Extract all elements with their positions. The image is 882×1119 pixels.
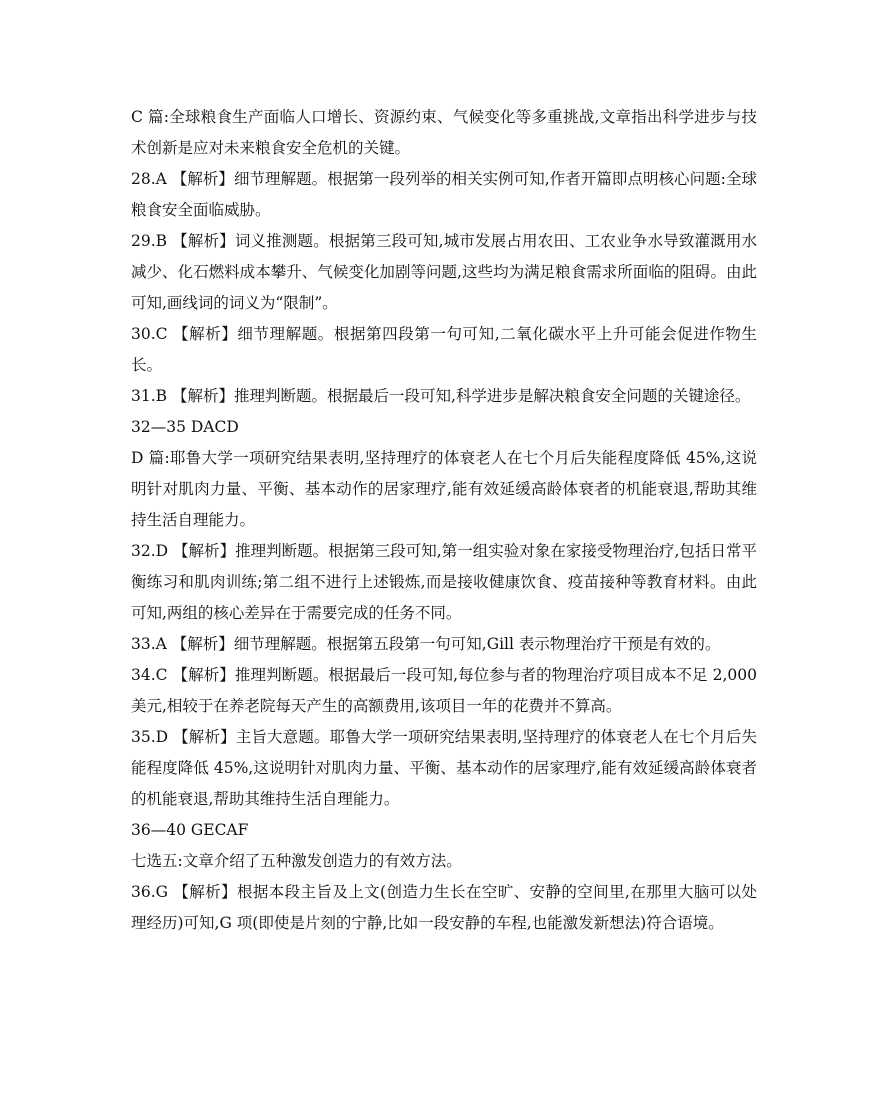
paragraph-q32: 32.D 【解析】推理判断题。根据第三段可知,第一组实验对象在家接受物理治疗,包括日常平衡练习和肌肉训练;第二组不进行上述锻炼,而是接收健康饮食、疫苗接种等教育材料。由此可知,两组的核心差异在于需要完成的任务不同。 — [131, 542, 757, 622]
paragraph-qi-summary: 七选五:文章介绍了五种激发创造力的有效方法。 — [131, 852, 462, 870]
paragraph-q28: 28.A 【解析】细节理解题。根据第一段列举的相关实例可知,作者开篇即点明核心问题:全球粮食安全面临威胁。 — [131, 170, 757, 219]
document-page — [131, 102, 757, 939]
paragraph-q35: 35.D 【解析】主旨大意题。耶鲁大学一项研究结果表明,坚持理疗的体衰老人在七个月后失能程度降低 45%,这说明针对肌肉力量、平衡、基本动作的居家理疗,能有效延缓高龄体衰者的机能衰退,帮助其维持生活自理能力。 — [131, 728, 757, 808]
paragraph-q33: 33.A 【解析】细节理解题。根据第五段第一句可知,Gill 表示物理治疗干预是有效的。 — [131, 635, 721, 653]
paragraph-answers-36-40: 36—40 GECAF — [131, 821, 249, 839]
paragraph-q36: 36.G 【解析】根据本段主旨及上文(创造力生长在空旷、安静的空间里,在那里大脑可以处理经历)可知,G 项(即使是片刻的宁静,比如一段安静的车程,也能激发新想法)符合语境。 — [131, 883, 757, 932]
paragraph-c-summary: C 篇:全球粮食生产面临人口增长、资源约束、气候变化等多重挑战,文章指出科学进步与技术创新是应对未来粮食安全危机的关键。 — [131, 108, 757, 157]
paragraph-answers-32-35: 32—35 DACD — [131, 418, 239, 436]
paragraph-q30: 30.C 【解析】细节理解题。根据第四段第一句可知,二氧化碳水平上升可能会促进作物生长。 — [131, 325, 757, 374]
paragraph-q29: 29.B 【解析】词义推测题。根据第三段可知,城市发展占用农田、工农业争水导致灌溉用水减少、化石燃料成本攀升、气候变化加剧等问题,这些均为满足粮食需求所面临的阻碍。由此可知,画线词的词义为“限制”。 — [131, 232, 757, 312]
paragraph-q34: 34.C 【解析】推理判断题。根据最后一段可知,每位参与者的物理治疗项目成本不足 2,000 美元,相较于在养老院每天产生的高额费用,该项目一年的花费并不算高。 — [131, 666, 757, 715]
paragraph-q31: 31.B 【解析】推理判断题。根据最后一段可知,科学进步是解决粮食安全问题的关键途径。 — [131, 387, 751, 405]
paragraph-d-summary: D 篇:耶鲁大学一项研究结果表明,坚持理疗的体衰老人在七个月后失能程度降低 45%,这说明针对肌肉力量、平衡、基本动作的居家理疗,能有效延缓高龄体衰者的机能衰退,帮助其维持生活自理能力。 — [131, 449, 757, 529]
